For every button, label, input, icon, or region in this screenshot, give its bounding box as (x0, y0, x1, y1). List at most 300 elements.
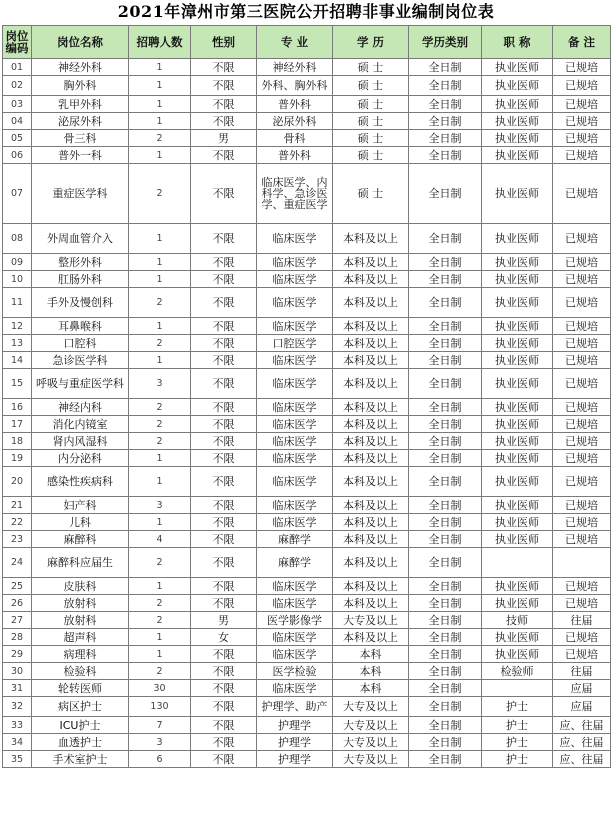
cell-position-name: 手外及慢创科 (32, 288, 129, 318)
cell-major: 临床医学 (257, 629, 333, 646)
cell-education: 本科及以上 (333, 288, 409, 318)
cell-education-type: 全日制 (409, 433, 482, 450)
cell-education: 硕 士 (333, 164, 409, 224)
cell-major: 临床医学 (257, 271, 333, 288)
cell-code: 30 (3, 663, 32, 680)
cell-education: 本科及以上 (333, 548, 409, 578)
cell-major: 临床医学 (257, 224, 333, 254)
cell-note: 已规培 (553, 450, 611, 467)
cell-education-type: 全日制 (409, 717, 482, 734)
table-row (3, 646, 611, 663)
cell-note: 已规培 (553, 497, 611, 514)
cell-major: 临床医学 (257, 433, 333, 450)
cell-title: 执业医师 (482, 130, 553, 147)
cell-note: 已规培 (553, 416, 611, 433)
cell-code: 09 (3, 254, 32, 271)
cell-title: 执业医师 (482, 646, 553, 663)
cell-major: 临床医学 (257, 450, 333, 467)
cell-gender: 不限 (191, 76, 257, 96)
cell-gender: 不限 (191, 497, 257, 514)
cell-major: 普外科 (257, 96, 333, 113)
cell-position-name: 妇产科 (32, 497, 129, 514)
header-education: 学 历 (333, 26, 409, 59)
cell-title: 执业医师 (482, 578, 553, 595)
cell-education: 本科及以上 (333, 497, 409, 514)
cell-education: 硕 士 (333, 113, 409, 130)
cell-note (553, 548, 611, 578)
cell-education-type: 全日制 (409, 663, 482, 680)
cell-gender: 不限 (191, 335, 257, 352)
cell-title: 执业医师 (482, 59, 553, 76)
cell-education: 本科及以上 (333, 578, 409, 595)
cell-education: 硕 士 (333, 76, 409, 96)
cell-title: 执业医师 (482, 352, 553, 369)
table-row (3, 497, 611, 514)
cell-title: 护士 (482, 734, 553, 751)
cell-major: 临床医学 (257, 595, 333, 612)
cell-title: 执业医师 (482, 164, 553, 224)
cell-position-name: 轮转医师 (32, 680, 129, 697)
cell-gender: 不限 (191, 514, 257, 531)
cell-count: 1 (129, 224, 191, 254)
cell-code: 05 (3, 130, 32, 147)
cell-note: 已规培 (553, 76, 611, 96)
cell-education-type: 全日制 (409, 697, 482, 717)
table-row (3, 288, 611, 318)
cell-title: 执业医师 (482, 271, 553, 288)
cell-note: 已规培 (553, 335, 611, 352)
cell-gender: 不限 (191, 663, 257, 680)
cell-code: 08 (3, 224, 32, 254)
table-row (3, 399, 611, 416)
cell-count: 30 (129, 680, 191, 697)
header-major: 专 业 (257, 26, 333, 59)
cell-education: 大专及以上 (333, 697, 409, 717)
cell-count: 1 (129, 254, 191, 271)
cell-position-name: 皮肤科 (32, 578, 129, 595)
cell-code: 22 (3, 514, 32, 531)
cell-code: 16 (3, 399, 32, 416)
table-row (3, 369, 611, 399)
cell-major: 临床医学 (257, 352, 333, 369)
cell-title: 执业医师 (482, 318, 553, 335)
cell-title (482, 680, 553, 697)
cell-count: 1 (129, 113, 191, 130)
cell-education-type: 全日制 (409, 450, 482, 467)
cell-position-name: 肾内风湿科 (32, 433, 129, 450)
cell-note: 已规培 (553, 224, 611, 254)
cell-education-type: 全日制 (409, 416, 482, 433)
cell-count: 1 (129, 352, 191, 369)
cell-note: 已规培 (553, 595, 611, 612)
cell-code: 02 (3, 76, 32, 96)
header-note: 备 注 (553, 26, 611, 59)
cell-position-name: 肛肠外科 (32, 271, 129, 288)
cell-note: 已规培 (553, 147, 611, 164)
cell-note: 已规培 (553, 514, 611, 531)
cell-gender: 不限 (191, 254, 257, 271)
cell-education: 本科及以上 (333, 254, 409, 271)
cell-count: 2 (129, 130, 191, 147)
cell-position-name: 感染性疾病科 (32, 467, 129, 497)
cell-position-name: 整形外科 (32, 254, 129, 271)
cell-education-type: 全日制 (409, 548, 482, 578)
cell-education-type: 全日制 (409, 734, 482, 751)
cell-education: 本科及以上 (333, 271, 409, 288)
cell-count: 1 (129, 147, 191, 164)
cell-education: 本科及以上 (333, 224, 409, 254)
cell-major: 临床医学 (257, 254, 333, 271)
cell-education-type: 全日制 (409, 288, 482, 318)
cell-count: 130 (129, 697, 191, 717)
cell-education-type: 全日制 (409, 467, 482, 497)
cell-major: 普外科 (257, 147, 333, 164)
cell-education-type: 全日制 (409, 751, 482, 768)
cell-title: 执业医师 (482, 497, 553, 514)
cell-code: 06 (3, 147, 32, 164)
cell-note: 应届 (553, 680, 611, 697)
cell-education-type: 全日制 (409, 76, 482, 96)
header-count: 招聘人数 (129, 26, 191, 59)
cell-position-name: 呼吸与重症医学科 (32, 369, 129, 399)
cell-note: 往届 (553, 612, 611, 629)
table-row (3, 416, 611, 433)
cell-note: 已规培 (553, 96, 611, 113)
cell-gender: 不限 (191, 164, 257, 224)
cell-code: 13 (3, 335, 32, 352)
cell-major: 临床医学、内科学、急诊医学、重症医学 (257, 164, 333, 224)
cell-education: 本科 (333, 646, 409, 663)
cell-major: 临床医学 (257, 497, 333, 514)
table-row (3, 433, 611, 450)
cell-gender: 不限 (191, 433, 257, 450)
cell-code: 23 (3, 531, 32, 548)
cell-code: 27 (3, 612, 32, 629)
table-row (3, 335, 611, 352)
cell-title: 执业医师 (482, 399, 553, 416)
table-header (3, 26, 611, 59)
cell-title: 护士 (482, 697, 553, 717)
cell-education-type: 全日制 (409, 335, 482, 352)
cell-count: 2 (129, 433, 191, 450)
cell-gender: 不限 (191, 467, 257, 497)
cell-education: 本科及以上 (333, 369, 409, 399)
cell-position-name: 检验科 (32, 663, 129, 680)
cell-title: 执业医师 (482, 113, 553, 130)
cell-count: 1 (129, 467, 191, 497)
cell-education: 硕 士 (333, 130, 409, 147)
cell-major: 护理学 (257, 751, 333, 768)
cell-code: 15 (3, 369, 32, 399)
cell-education: 本科 (333, 680, 409, 697)
cell-education: 本科及以上 (333, 416, 409, 433)
cell-code: 31 (3, 680, 32, 697)
cell-note: 已规培 (553, 399, 611, 416)
cell-education-type: 全日制 (409, 59, 482, 76)
cell-gender: 不限 (191, 288, 257, 318)
cell-note: 应届 (553, 697, 611, 717)
cell-title: 执业医师 (482, 147, 553, 164)
table-row (3, 164, 611, 224)
cell-code: 34 (3, 734, 32, 751)
cell-major: 临床医学 (257, 514, 333, 531)
cell-gender: 不限 (191, 271, 257, 288)
cell-code: 11 (3, 288, 32, 318)
header-education-type: 学历类别 (409, 26, 482, 59)
cell-education-type: 全日制 (409, 612, 482, 629)
cell-major: 外科、胸外科 (257, 76, 333, 96)
cell-position-name: 外周血管介入 (32, 224, 129, 254)
cell-major: 医学检验 (257, 663, 333, 680)
cell-count: 1 (129, 514, 191, 531)
table-row (3, 751, 611, 768)
cell-position-name: 骨三科 (32, 130, 129, 147)
cell-position-name: 放射科 (32, 595, 129, 612)
cell-title: 执业医师 (482, 450, 553, 467)
cell-count: 7 (129, 717, 191, 734)
cell-count: 2 (129, 548, 191, 578)
cell-education-type: 全日制 (409, 271, 482, 288)
page-title: 2021年漳州市第三医院公开招聘非事业编制岗位表 (117, 2, 495, 21)
cell-note: 已规培 (553, 271, 611, 288)
cell-position-name: 超声科 (32, 629, 129, 646)
cell-title: 执业医师 (482, 254, 553, 271)
cell-position-name: 泌尿外科 (32, 113, 129, 130)
cell-gender: 不限 (191, 697, 257, 717)
cell-major: 临床医学 (257, 646, 333, 663)
cell-position-name: 神经外科 (32, 59, 129, 76)
cell-count: 2 (129, 663, 191, 680)
cell-code: 20 (3, 467, 32, 497)
cell-count: 1 (129, 578, 191, 595)
cell-major: 临床医学 (257, 416, 333, 433)
cell-position-name: 麻醉科 (32, 531, 129, 548)
cell-title: 执业医师 (482, 416, 553, 433)
cell-position-name: 麻醉科应届生 (32, 548, 129, 578)
table-row (3, 224, 611, 254)
cell-education: 本科及以上 (333, 629, 409, 646)
cell-gender: 男 (191, 130, 257, 147)
cell-education-type: 全日制 (409, 680, 482, 697)
cell-major: 临床医学 (257, 399, 333, 416)
cell-education-type: 全日制 (409, 399, 482, 416)
header-code: 岗位编码 (3, 26, 32, 59)
cell-count: 2 (129, 595, 191, 612)
cell-note: 已规培 (553, 646, 611, 663)
cell-position-name: 儿科 (32, 514, 129, 531)
table-row (3, 531, 611, 548)
cell-note: 已规培 (553, 59, 611, 76)
cell-gender: 不限 (191, 450, 257, 467)
cell-code: 04 (3, 113, 32, 130)
cell-code: 10 (3, 271, 32, 288)
cell-gender: 不限 (191, 578, 257, 595)
cell-title: 执业医师 (482, 224, 553, 254)
cell-position-name: 手术室护士 (32, 751, 129, 768)
cell-position-name: 病区护士 (32, 697, 129, 717)
table-row (3, 59, 611, 76)
cell-major: 护理学 (257, 717, 333, 734)
cell-education-type: 全日制 (409, 497, 482, 514)
table-row (3, 734, 611, 751)
cell-count: 1 (129, 450, 191, 467)
cell-note: 已规培 (553, 130, 611, 147)
table-row (3, 450, 611, 467)
cell-count: 1 (129, 76, 191, 96)
cell-major: 口腔医学 (257, 335, 333, 352)
cell-gender: 不限 (191, 531, 257, 548)
cell-education-type: 全日制 (409, 514, 482, 531)
cell-education-type: 全日制 (409, 113, 482, 130)
cell-note: 已规培 (553, 433, 611, 450)
cell-code: 26 (3, 595, 32, 612)
table-row (3, 717, 611, 734)
cell-education-type: 全日制 (409, 629, 482, 646)
cell-gender: 不限 (191, 399, 257, 416)
cell-major: 泌尿外科 (257, 113, 333, 130)
cell-major: 神经外科 (257, 59, 333, 76)
cell-note: 应、往届 (553, 717, 611, 734)
cell-position-name: 重症医学科 (32, 164, 129, 224)
cell-education: 硕 士 (333, 147, 409, 164)
cell-gender: 不限 (191, 680, 257, 697)
cell-gender: 女 (191, 629, 257, 646)
cell-gender: 不限 (191, 595, 257, 612)
cell-count: 3 (129, 369, 191, 399)
cell-note: 已规培 (553, 467, 611, 497)
cell-education-type: 全日制 (409, 164, 482, 224)
cell-count: 1 (129, 646, 191, 663)
cell-note: 已规培 (553, 164, 611, 224)
cell-gender: 不限 (191, 59, 257, 76)
cell-code: 25 (3, 578, 32, 595)
cell-title: 护士 (482, 717, 553, 734)
positions-table (2, 25, 611, 768)
cell-education: 本科及以上 (333, 467, 409, 497)
cell-education-type: 全日制 (409, 646, 482, 663)
cell-education: 大专及以上 (333, 612, 409, 629)
cell-position-name: 乳甲外科 (32, 96, 129, 113)
cell-code: 35 (3, 751, 32, 768)
cell-education: 本科及以上 (333, 595, 409, 612)
cell-code: 07 (3, 164, 32, 224)
cell-code: 12 (3, 318, 32, 335)
cell-position-name: 神经内科 (32, 399, 129, 416)
table-row (3, 578, 611, 595)
cell-count: 2 (129, 164, 191, 224)
cell-title: 执业医师 (482, 96, 553, 113)
cell-position-name: 口腔科 (32, 335, 129, 352)
cell-note: 已规培 (553, 254, 611, 271)
cell-code: 28 (3, 629, 32, 646)
cell-education-type: 全日制 (409, 224, 482, 254)
cell-education: 本科及以上 (333, 335, 409, 352)
cell-gender: 不限 (191, 646, 257, 663)
cell-code: 01 (3, 59, 32, 76)
cell-education: 大专及以上 (333, 751, 409, 768)
cell-code: 24 (3, 548, 32, 578)
cell-code: 32 (3, 697, 32, 717)
cell-note: 应、往届 (553, 734, 611, 751)
cell-education: 本科及以上 (333, 352, 409, 369)
cell-gender: 不限 (191, 113, 257, 130)
cell-count: 4 (129, 531, 191, 548)
cell-education-type: 全日制 (409, 96, 482, 113)
cell-gender: 不限 (191, 352, 257, 369)
cell-major: 骨科 (257, 130, 333, 147)
cell-note: 已规培 (553, 531, 611, 548)
cell-position-name: ICU护士 (32, 717, 129, 734)
cell-major: 临床医学 (257, 318, 333, 335)
cell-code: 03 (3, 96, 32, 113)
table-row (3, 548, 611, 578)
cell-gender: 不限 (191, 318, 257, 335)
cell-gender: 男 (191, 612, 257, 629)
cell-major: 临床医学 (257, 467, 333, 497)
cell-note: 已规培 (553, 288, 611, 318)
table-row (3, 130, 611, 147)
cell-title: 护士 (482, 751, 553, 768)
cell-major: 麻醉学 (257, 548, 333, 578)
header-gender: 性别 (191, 26, 257, 59)
cell-education: 硕 士 (333, 59, 409, 76)
cell-count: 1 (129, 59, 191, 76)
cell-education: 本科及以上 (333, 514, 409, 531)
cell-title: 执业医师 (482, 335, 553, 352)
cell-education: 大专及以上 (333, 734, 409, 751)
cell-education-type: 全日制 (409, 352, 482, 369)
table-row (3, 147, 611, 164)
table-row (3, 352, 611, 369)
cell-position-name: 耳鼻喉科 (32, 318, 129, 335)
cell-note: 已规培 (553, 352, 611, 369)
cell-gender: 不限 (191, 147, 257, 164)
cell-major: 临床医学 (257, 288, 333, 318)
cell-title: 执业医师 (482, 531, 553, 548)
cell-count: 3 (129, 497, 191, 514)
cell-count: 2 (129, 288, 191, 318)
table-row (3, 612, 611, 629)
cell-position-name: 消化内镜室 (32, 416, 129, 433)
table-row (3, 76, 611, 96)
cell-count: 6 (129, 751, 191, 768)
cell-note: 已规培 (553, 369, 611, 399)
cell-count: 1 (129, 318, 191, 335)
cell-major: 医学影像学 (257, 612, 333, 629)
cell-count: 2 (129, 399, 191, 416)
cell-gender: 不限 (191, 416, 257, 433)
cell-education-type: 全日制 (409, 147, 482, 164)
cell-education: 硕 士 (333, 96, 409, 113)
cell-note: 应、往届 (553, 751, 611, 768)
cell-major: 临床医学 (257, 680, 333, 697)
cell-code: 33 (3, 717, 32, 734)
table-row (3, 271, 611, 288)
table-row (3, 514, 611, 531)
cell-gender: 不限 (191, 548, 257, 578)
cell-count: 1 (129, 96, 191, 113)
table-row (3, 595, 611, 612)
cell-title: 执业医师 (482, 433, 553, 450)
cell-education: 本科及以上 (333, 531, 409, 548)
table-row (3, 96, 611, 113)
cell-title: 执业医师 (482, 514, 553, 531)
cell-title: 执业医师 (482, 288, 553, 318)
cell-position-name: 病理科 (32, 646, 129, 663)
cell-title: 检验师 (482, 663, 553, 680)
cell-code: 17 (3, 416, 32, 433)
cell-education: 本科及以上 (333, 399, 409, 416)
